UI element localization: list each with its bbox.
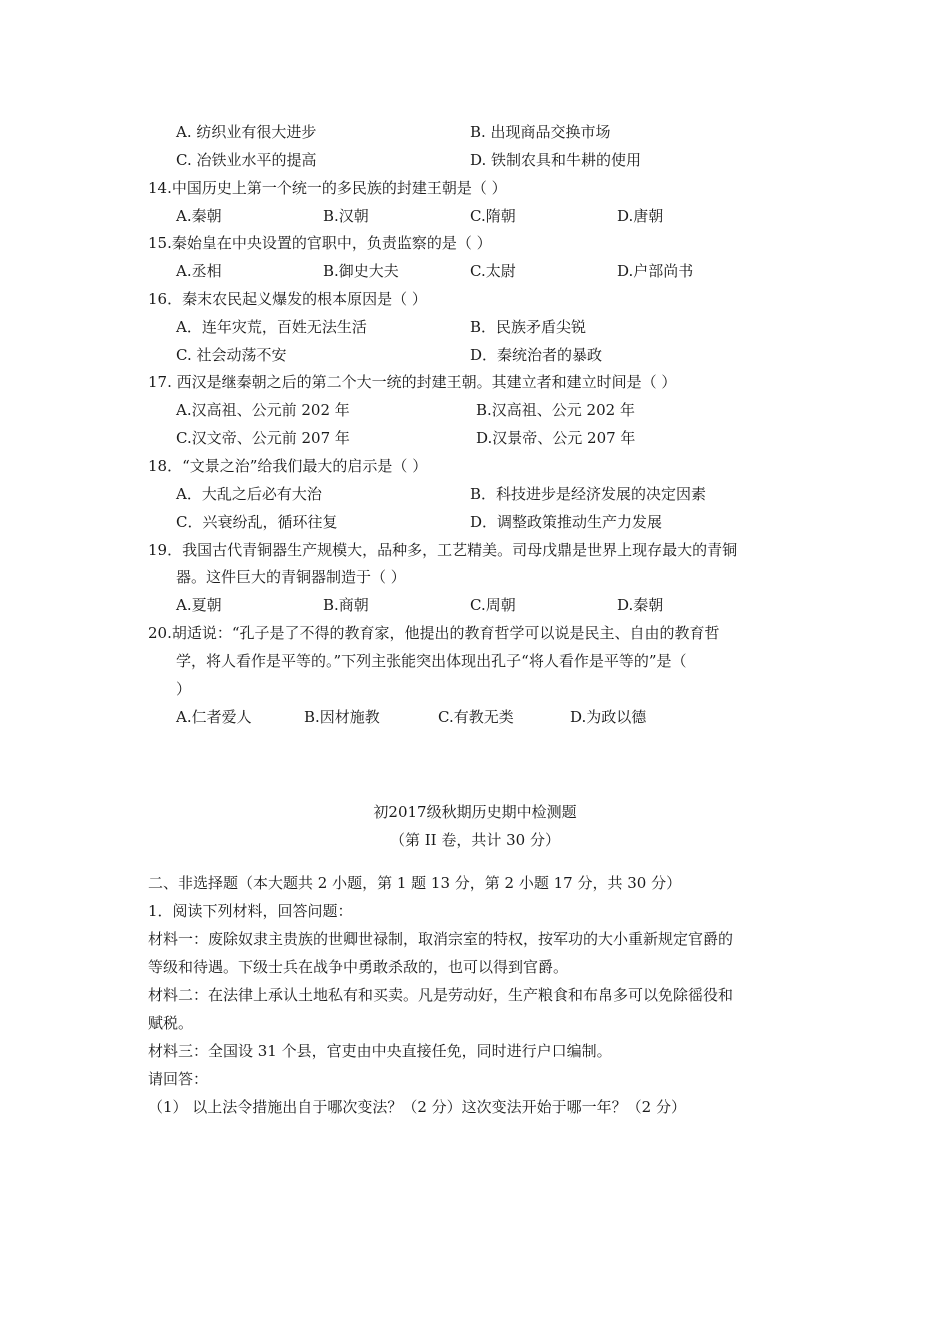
q18-option-b: B．科技进步是经济发展的决定因素 [470,485,707,503]
q18-stem: 18．“文景之治”给我们最大的启示是（ ） [148,457,428,475]
q18-option-d: D．调整政策推动生产力发展 [470,513,663,531]
q13-option-d: D. 铁制农具和牛耕的使用 [470,151,642,169]
q20-stem-line1: 20.胡适说：“孔子是了不得的教育家，他提出的教育哲学可以说是民主、自由的教育哲 [148,624,720,642]
q13-option-b: B. 出现商品交换市场 [470,123,611,141]
q16-option-c: C. 社会动荡不安 [176,346,287,364]
answer-prompt: 请回答： [148,1070,209,1088]
part2-subtitle: （第 II 卷，共计 30 分） [389,831,560,849]
q14-option-c: C.隋朝 [470,207,516,225]
q18-option-c: C．兴衰纷乱，循环往复 [176,513,338,531]
q20-option-c: C.有教无类 [438,708,514,726]
section-heading: 二、非选择题（本大题共 2 小题，第 1 题 13 分，第 2 小题 17 分，共 30 分） [148,874,682,892]
q14-option-d: D.唐朝 [617,207,664,225]
q19-option-a: A.夏朝 [176,596,222,614]
q17-option-a: A.汉高祖、公元前 202 年 [176,401,350,419]
material-3: 材料三：全国设 31 个县，官吏由中央直接任免，同时进行户口编制。 [148,1042,612,1060]
q15-stem: 15.秦始皇在中央设置的官职中，负责监察的是（ ） [148,234,492,252]
q17-option-b: B.汉高祖、公元 202 年 [476,401,635,419]
q14-stem: 14.中国历史上第一个统一的多民族的封建王朝是（ ） [148,179,507,197]
q19-stem-line2: 器。这件巨大的青铜器制造于（ ） [176,568,406,586]
q15-option-d: D.户部尚书 [617,262,694,280]
q19-option-c: C.周朝 [470,596,516,614]
q20-option-b: B.因材施教 [304,708,380,726]
q19-option-b: B.商朝 [323,596,369,614]
q17-option-c: C.汉文帝、公元前 207 年 [176,429,350,447]
q16-option-b: B．民族矛盾尖锐 [470,318,587,336]
q18-option-a: A．大乱之后必有大治 [176,485,322,503]
material-1-line2: 等级和待遇。下级士兵在战争中勇敢杀敌的，也可以得到官爵。 [148,958,569,976]
q19-stem-line1: 19．我国古代青铜器生产规模大，品种多，工艺精美。司母戊鼎是世界上现存最大的青铜 [148,541,738,559]
q20-stem-line2: 学，将人看作是平等的。”下列主张能突出体现出孔子“将人看作是平等的”是（ [176,652,687,670]
question-1-intro: 1．阅读下列材料，回答问题： [148,902,353,920]
q13-option-c: C. 冶铁业水平的提高 [176,151,317,169]
q16-stem: 16．秦末农民起义爆发的根本原因是（ ） [148,290,427,308]
q16-option-a: A．连年灾荒，百姓无法生活 [176,318,367,336]
q20-option-d: D.为政以德 [570,708,647,726]
sub-question-1: （1） 以上法令措施出自于哪次变法？（2 分）这次变法开始于哪一年？（2 分） [148,1098,686,1116]
q20-stem-line3: ） [176,680,192,698]
material-1-line1: 材料一：废除奴隶主贵族的世卿世禄制，取消宗室的特权，按军功的大小重新规定官爵的 [148,930,734,948]
q17-stem: 17. 西汉是继秦朝之后的第二个大一统的封建王朝。其建立者和建立时间是（ ） [148,373,677,391]
q15-option-a: A.丞相 [176,262,222,280]
q16-option-d: D．秦统治者的暴政 [470,346,603,364]
q15-option-b: B.御史大夫 [323,262,399,280]
q15-option-c: C.太尉 [470,262,516,280]
q14-option-a: A.秦朝 [176,207,222,225]
material-2-line1: 材料二：在法律上承认土地私有和买卖。凡是劳动好，生产粮食和布帛多可以免除徭役和 [148,986,734,1004]
part2-title: 初2017级秋期历史期中检测题 [373,803,577,821]
q17-option-d: D.汉景帝、公元 207 年 [476,429,636,447]
q19-option-d: D.秦朝 [617,596,664,614]
material-2-line2: 赋税。 [148,1014,194,1032]
q20-option-a: A.仁者爱人 [176,708,252,726]
q13-option-a: A. 纺织业有很大进步 [176,123,317,141]
q14-option-b: B.汉朝 [323,207,369,225]
